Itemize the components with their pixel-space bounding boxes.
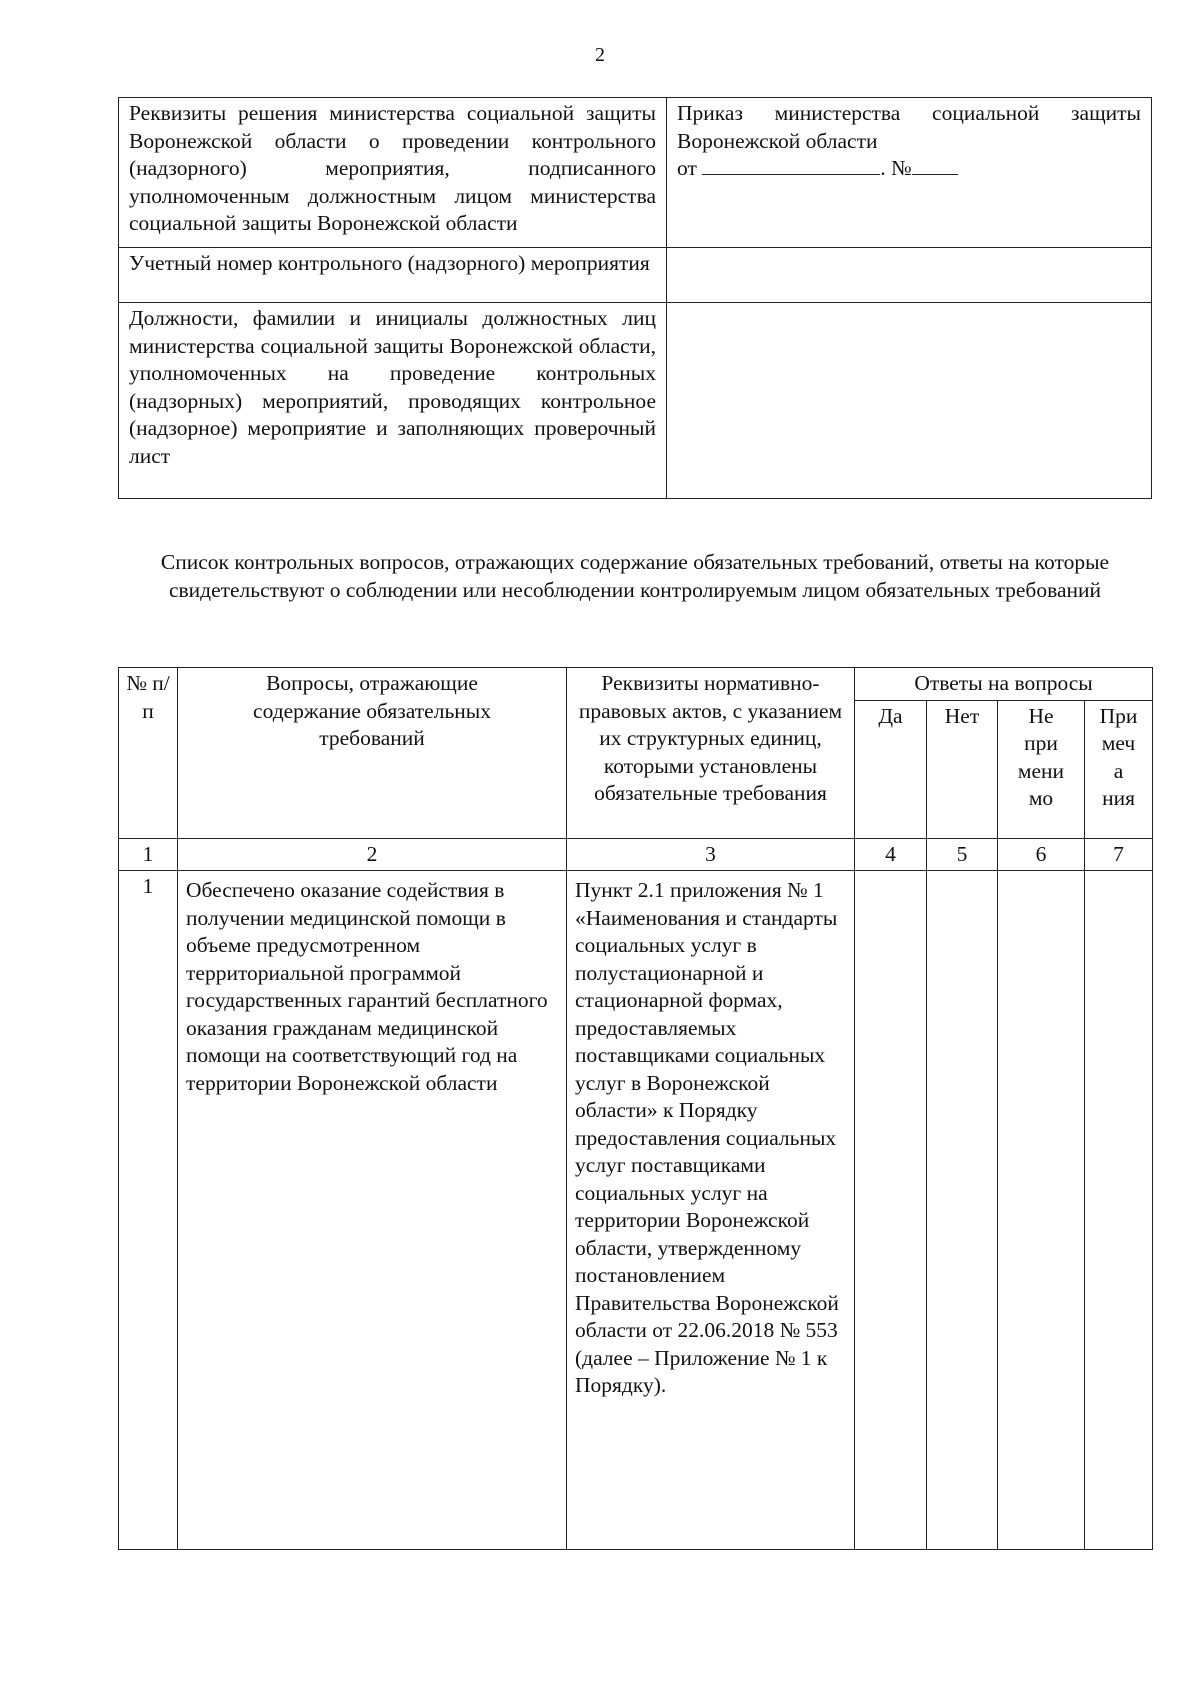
questions-list-heading: Список контрольных вопросов, отражающих содержание обязательных требований, ответы на которые свидетельствуют о соблюдении или несоблюдении контролируемым лицом обязательных требований xyxy=(160,550,1110,602)
table-row xyxy=(119,871,1153,1550)
column-number-row xyxy=(119,838,1153,871)
header-legal-acts: Реквизиты нормативно-правовых актов, с указанием их структурных единиц, которыми установлены обязательные требования xyxy=(567,668,855,839)
registration-number-label: Учетный номер контрольного (надзорного) мероприятия xyxy=(119,248,667,303)
decision-details-table xyxy=(118,97,1152,499)
order-date-blank[interactable] xyxy=(702,156,880,175)
officials-value[interactable] xyxy=(667,303,1152,499)
header-not-applicable: Не при мени мо xyxy=(998,700,1085,838)
order-number-blank[interactable] xyxy=(912,156,958,175)
col-number: 6 xyxy=(998,838,1085,871)
header-answers: Ответы на вопросы xyxy=(855,668,1153,701)
legal-act-text: Пункт 2.1 приложения № 1 «Наименования и стандарты социальных услуг в полустационарной и стационарной формах, предоставляемых поставщиками социальных услуг в Воронежской области» к Порядку предоставления социальных услуг поставщиками социальных услуг на территории Воронежской области, утвержденному постановлением Правительства Воронежской области от 22.06.2018 № 553 (далее – Приложение № 1 к Порядку). xyxy=(567,871,855,1550)
order-title: Приказ министерства социальной защиты Воронежской области xyxy=(677,101,1141,153)
col-number: 5 xyxy=(927,838,998,871)
header-question: Вопросы, отражающие содержание обязательных требований xyxy=(178,668,567,839)
table-row xyxy=(119,248,1152,303)
col-number: 3 xyxy=(567,838,855,871)
officials-label: Должности, фамилии и инициалы должностных лиц министерства социальной защиты Воронежской области, уполномоченных на проведение контрольных (надзорных) мероприятий, проводящих контрольное (надзорное) мероприятие и заполняющих проверочный лист xyxy=(119,303,667,499)
header-yes: Да xyxy=(855,700,927,838)
table-header-row xyxy=(119,668,1153,701)
col-number: 4 xyxy=(855,838,927,871)
registration-number-value[interactable] xyxy=(667,248,1152,303)
checklist-table xyxy=(118,667,1153,1550)
question-text: Обеспечено оказание содействия в получении медицинской помощи в объеме предусмотренном территориальной программой государственных гарантий бесплатного оказания гражданам медицинской помощи на соответствующий год на территории Воронежской области xyxy=(178,871,567,1550)
header-notes: При меч а ния xyxy=(1085,700,1153,838)
answer-not-applicable-cell[interactable] xyxy=(998,871,1085,1550)
answer-no-cell[interactable] xyxy=(927,871,998,1550)
notes-cell[interactable] xyxy=(1085,871,1153,1550)
table-row xyxy=(119,98,1152,248)
order-number-label: . № xyxy=(880,156,912,180)
order-from-label: от xyxy=(677,156,697,180)
row-number: 1 xyxy=(119,871,178,1550)
col-number: 7 xyxy=(1085,838,1153,871)
answer-yes-cell[interactable] xyxy=(855,871,927,1550)
col-number: 2 xyxy=(178,838,567,871)
order-date-number-line xyxy=(677,155,1141,183)
decision-details-value xyxy=(667,98,1152,248)
header-no: Нет xyxy=(927,700,998,838)
header-num: № п/п xyxy=(119,668,178,839)
decision-details-label: Реквизиты решения министерства социальной защиты Воронежской области о проведении контрольного (надзорного) мероприятия, подписанного уполномоченным должностным лицом министерства социальной защиты Воронежской области xyxy=(119,98,667,248)
page-number: 2 xyxy=(595,44,605,66)
table-row xyxy=(119,303,1152,499)
col-number: 1 xyxy=(119,838,178,871)
